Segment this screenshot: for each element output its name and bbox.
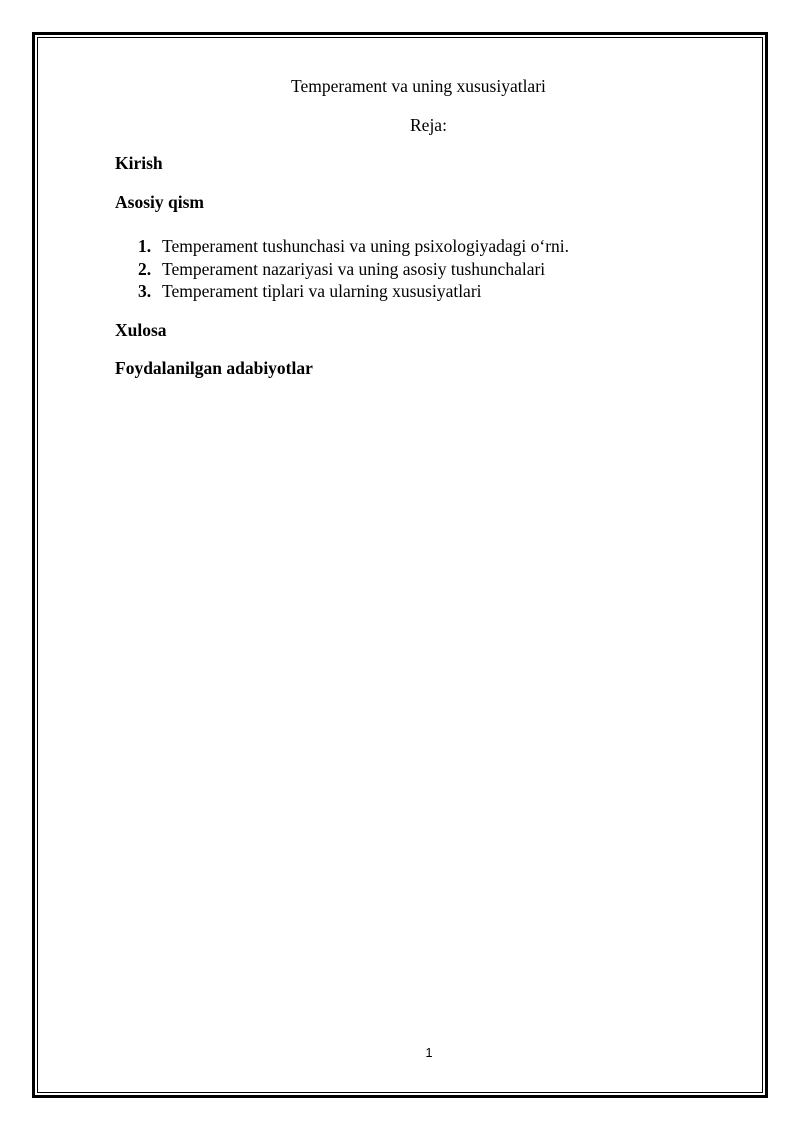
list-item-text: Temperament nazariyasi va uning asosiy tushunchalari [162, 258, 546, 279]
page-number: 1 [425, 1045, 433, 1060]
list-item-text: Temperament tiplari va ularning xususiyatlari [162, 281, 482, 301]
section-conclusion: Xulosa [115, 320, 167, 340]
list-item [138, 235, 569, 258]
list-item [138, 258, 569, 281]
section-intro: Kirish [115, 153, 163, 173]
main-section-list [138, 235, 569, 303]
list-item [138, 280, 569, 303]
document-title: Temperament va uning xususiyatlari [291, 76, 546, 96]
list-item-number: 1. [138, 236, 152, 256]
list-item-number: 2. [138, 258, 152, 279]
section-references: Foydalanilgan adabiyotlar [115, 358, 313, 378]
list-item-text: Temperament tushunchasi va uning psixologiyadagi o‘rni. [162, 236, 570, 256]
section-main: Asosiy qism [115, 192, 204, 212]
plan-heading: Reja: [410, 115, 447, 135]
list-item-number: 3. [138, 281, 152, 301]
